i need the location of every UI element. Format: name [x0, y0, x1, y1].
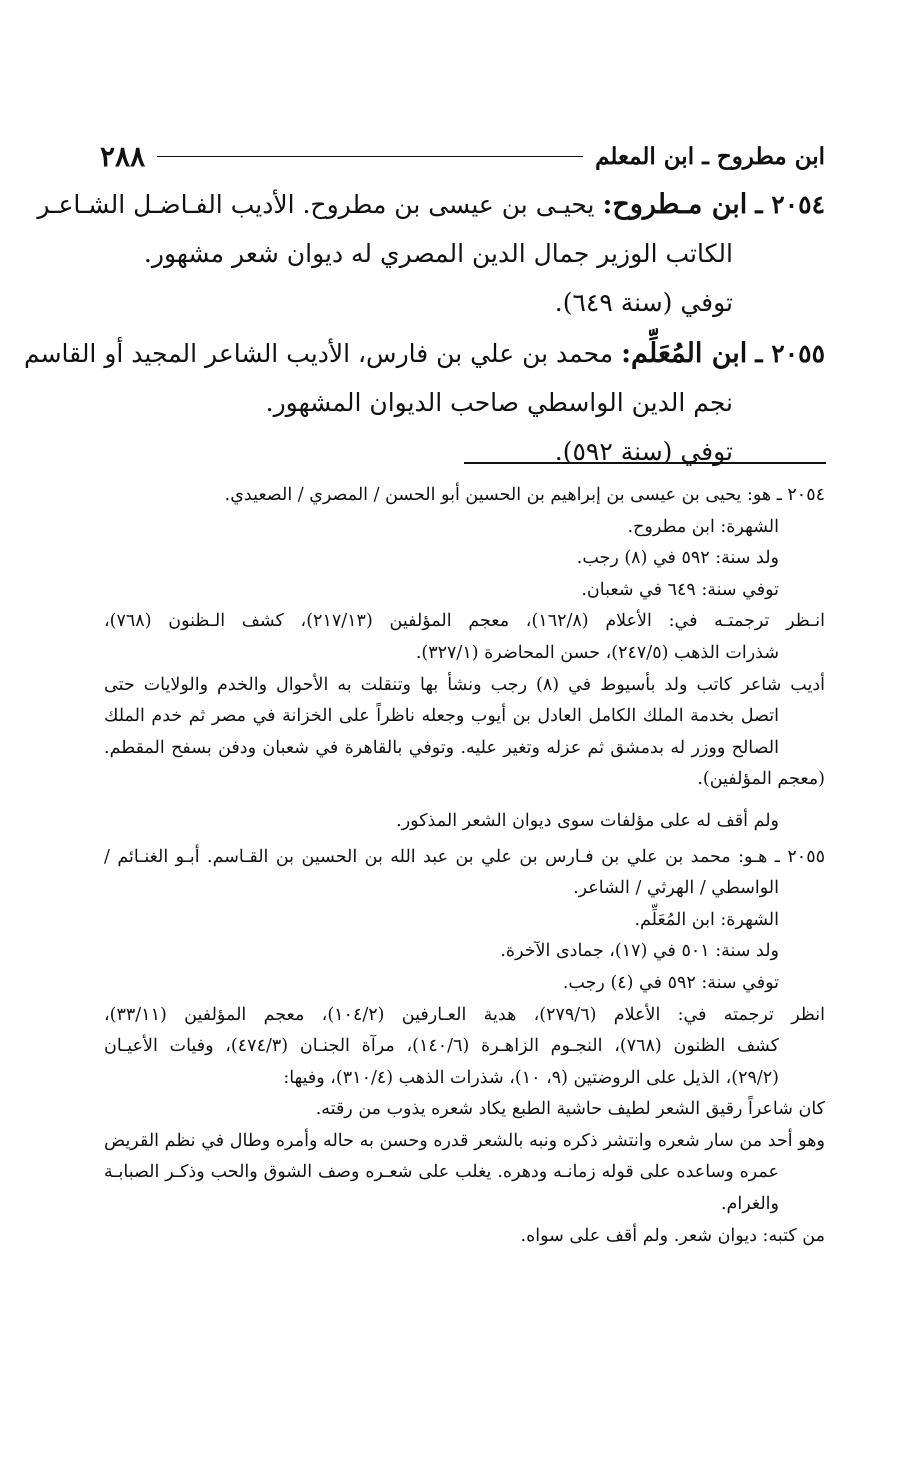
footnote-line: انـظر ترجمتـه في: الأعلام (١٦٢/٨)، معجم المؤلفين (٢١٧/١٣)، كشف الـظنون (٧٦٨)،	[104, 611, 826, 632]
entry-title: ابن المُعَلِّم:	[621, 338, 748, 369]
entry-title: ابن مـطروح:	[602, 189, 748, 220]
footnote-line: والغرام.	[720, 1194, 779, 1215]
page-number: ٢٨٨	[100, 139, 146, 173]
footnote-line: ٢٠٥٥ ـ هـو: محمد بن علي بن فـارس بن علي بن عبد الله بن الحسين بن القـاسم. أبـو الغنـائم /	[104, 846, 825, 867]
footnote-line: اتصل بخدمة الملك الكامل العادل بن أيوب وجعله ناظراً على الخزانة في مصر ثم خدم الملك	[104, 706, 779, 727]
footnote-line: من كتبه: ديوان شعر. ولم أقف على سواه.	[520, 1225, 825, 1246]
entry-2054	[37, 180, 825, 327]
footnote-line: الشهرة: ابن مطروح.	[627, 516, 779, 537]
running-title: ابن مطروح ـ ابن المعلم	[595, 142, 825, 170]
footnote-line: الشهرة: ابن المُعَلِّم.	[634, 909, 779, 930]
footnote-line: كشف الظنون (٧٦٨)، النجـوم الزاهـرة (١٤٠/٦)، مرآة الجنـان (٤٧٤/٣)، وفيات الأعيـان	[104, 1036, 779, 1057]
footnote-line: الواسطي / الهرثي / الشاعر.	[573, 878, 779, 899]
footnote-line: (٢٩/٢)، الذيل على الروضتين (٩، ١٠)، شذرات الذهب (٣١٠/٤)، وفيها:	[283, 1067, 779, 1088]
entry-death-line: توفي (سنة ٦٤٩).	[554, 288, 733, 317]
footnote-line: (معجم المؤلفين).	[697, 769, 825, 790]
entry-line-1: محمد بن علي بن فارس، الأديب الشاعر المجيد أو القاسم	[23, 339, 614, 368]
entry-line-2: نجم الدين الواسطي صاحب الديوان المشهور.	[265, 388, 733, 417]
footnote-line: ولد سنة: ٥٠١ في (١٧)، جمادى الآخرة.	[500, 941, 779, 962]
footnotes	[104, 480, 825, 1252]
entry-line-1: يحيـى بن عيسى بن مطروح. الأديب الفـاضـل الشـاعـر	[37, 190, 595, 219]
entry-death-line: توفي (سنة ٥٩٢).	[554, 437, 733, 466]
header-rule	[157, 156, 583, 157]
footnote-line: كان شاعراً رقيق الشعر لطيف حاشية الطبع يكاد شعره يذوب من رقته.	[315, 1099, 825, 1120]
entry-first-line	[23, 329, 825, 378]
footnote-2055	[104, 842, 825, 1253]
footnote-line: توفي سنة: ٥٩٢ في (٤) رجب.	[562, 972, 779, 993]
footnote-line: ٢٠٥٤ ـ هو: يحيى بن عيسى بن إبراهيم بن الحسين أبو الحسن / المصري / الصعيدي.	[224, 485, 825, 505]
main-text	[23, 180, 825, 476]
entry-first-line	[37, 180, 825, 229]
entry-line-2: الكاتب الوزير جمال الدين المصري له ديوان شعر مشهور.	[143, 239, 733, 268]
running-header	[100, 136, 825, 176]
entry-number: ٢٠٥٤ ـ	[755, 190, 825, 219]
footnote-line: أديب شاعر كاتب ولد بأسيوط في (٨) رجب ونشأ بها وتنقلت به الأحوال والخدم والولايات حتى	[104, 674, 825, 695]
entry-2055	[23, 329, 825, 476]
entry-number: ٢٠٥٥ ـ	[755, 339, 825, 368]
footnote-line: وهو أحد من سار شعره وانتشر ذكره ونبه بالشعر قدره وحسن به حاله وأمره وطال في نظم القريض	[104, 1130, 825, 1151]
footnote-line: شذرات الذهب (٢٤٧/٥)، حسن المحاضرة (٣٢٧/١).	[415, 642, 779, 663]
footnote-line: توفي سنة: ٦٤٩ في شعبان.	[581, 579, 779, 600]
footnote-separator	[464, 462, 826, 464]
footnote-2054	[104, 480, 825, 838]
footnote-line: ولد سنة: ٥٩٢ في (٨) رجب.	[576, 548, 779, 569]
footnote-line: ولم أقف له على مؤلفات سوى ديوان الشعر المذكور.	[396, 810, 779, 831]
footnote-line: الصالح ووزر له بدمشق ثم عزله وتغير عليه. وتوفي بالقاهرة في شعبان ودفن بسفح المقطم.	[104, 737, 779, 758]
footnote-line: عمره وساعده على قوله زمانـه ودهره. يغلب على شعـره وصف الشوق والحب وذكـر الصبابـة	[104, 1162, 779, 1183]
footnote-line: انظر ترجمته في: الأعلام (٢٧٩/٦)، هدية العـارفين (١٠٤/٢)، معجم المؤلفين (٣٣/١١)،	[104, 1004, 825, 1025]
